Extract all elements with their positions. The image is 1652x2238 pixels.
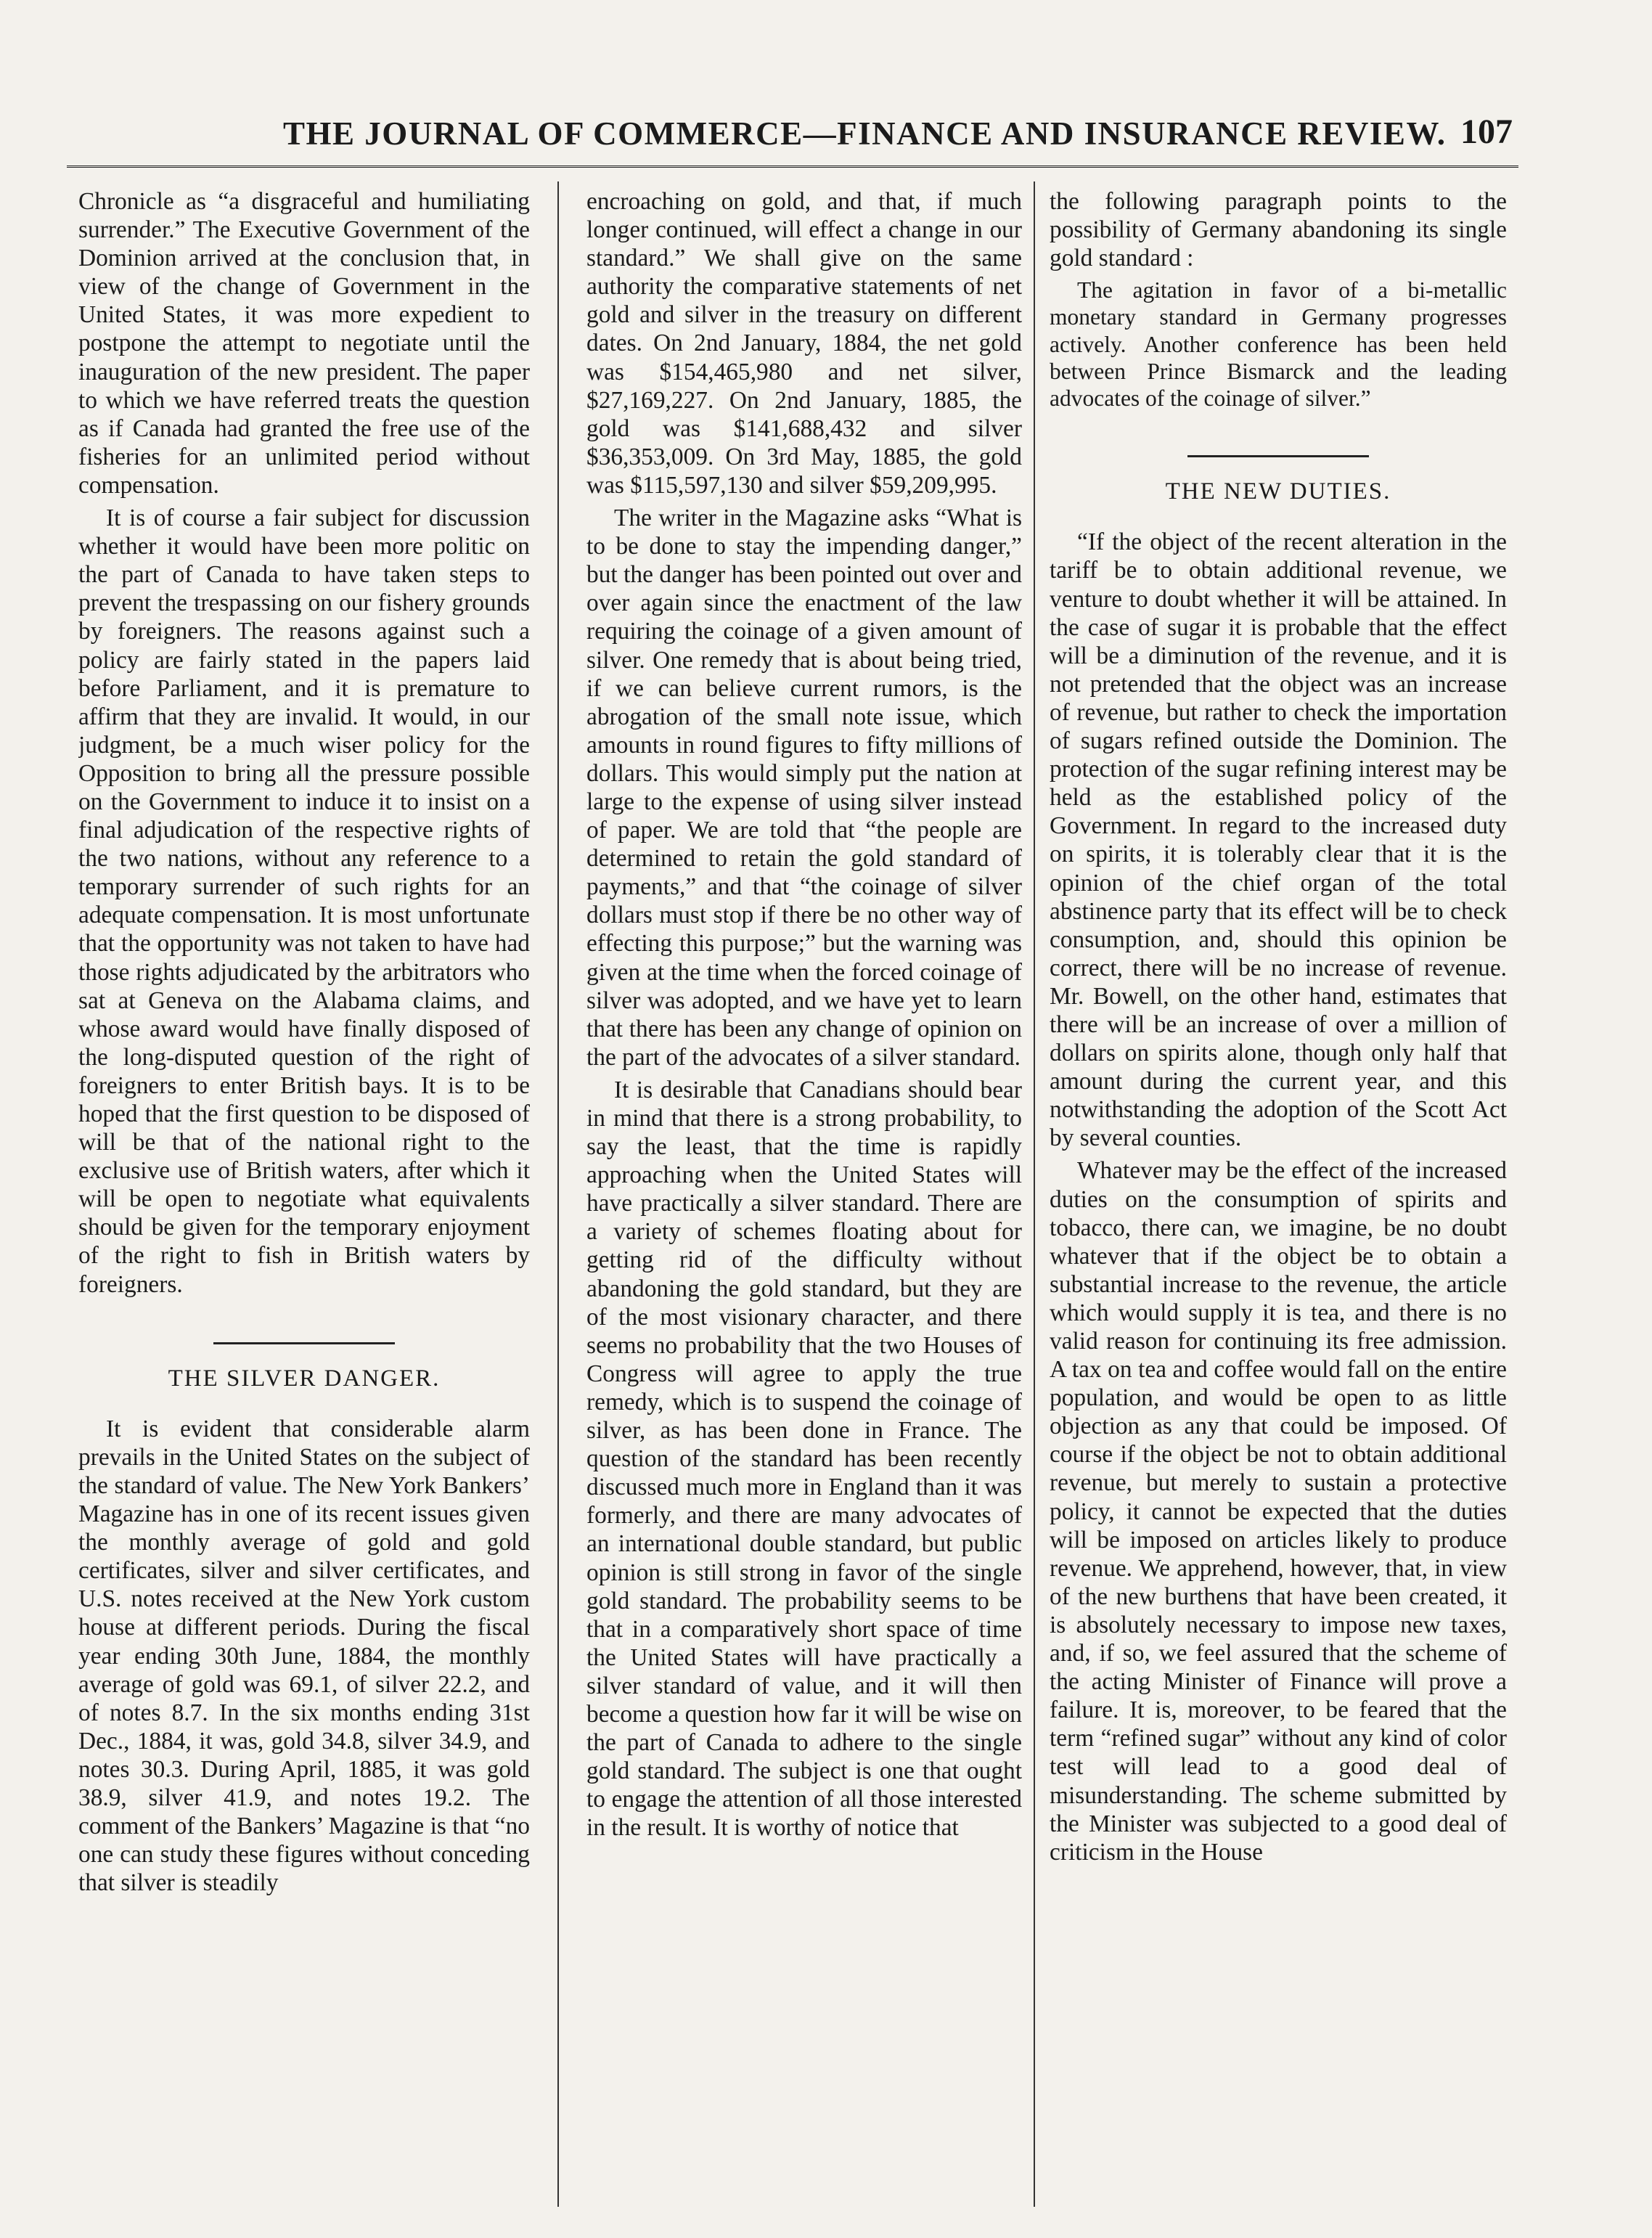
section-rule (1187, 455, 1369, 457)
paragraph: It is desirable that Canadians should bear in mind that there is a strong probability, to say the least, that the time is rapidly approaching when the United States will have practically a silver standard. There are a variety of schemes floating about for getting rid of the difficulty without abandoning the gold standard, but they are of the most visionary character, and there seems no probability that the two Houses of Congress will agree to apply the true remedy, which is to suspend the coinage of silver, as has been done in France. The question of the standard has been recently discussed much more in England than it was formerly, and there are many advocates of an international double standard, but public opinion is still strong in favor of the single gold standard. The probability seems to be that in a comparatively short space of time the United States will have practically a silver standard of value, and it will then become a question how far it will be wise on the part of Canada to adhere to the single gold standard. The subject is one that ought to engage the attention of all those interested in the result. It is worthy of notice that (586, 1076, 1022, 1842)
paragraph: “If the object of the recent alteration in the tariff be to obtain additional revenue, we venture to doubt whether it will be attained. In the case of sugar it is probable that the effect will be a diminution of the revenue, and it is not pretended that the object was an increase of revenue, but rather to check the importation of sugars refined outside the Dominion. The protection of the sugar refining interest may be held as the established policy of the Government. In regard to the increased duty on spirits, it is tolerably clear that it is the opinion of the chief organ of the total abstinence party that its effect will be to check consumption, and, should this opinion be correct, there will be no increase of revenue. Mr. Bowell, on the other hand, estimates that there will be an increase of over a million of dollars on spirits alone, though only half that amount during the current year, and this notwithstanding the adoption of the Scott Act by several counties. (1050, 528, 1507, 1152)
paragraph: The writer in the Magazine asks “What is to be done to stay the impending danger,” but the danger has been pointed out over and over again since the enactment of the law requiring the coinage of a given amount of silver. One remedy that is about being tried, if we can believe current rumors, is the abrogation of the small note issue, which amounts in round figures to fifty millions of dollars. This would simply put the nation at large to the expense of using silver instead of paper. We are told that “the people are determined to retain the gold standard of payments,” and that “the coinage of silver dollars must stop if there be no other way of effecting this purpose;” but the warning was given at the time when the forced coinage of silver was adopted, and we have yet to learn that there has been any change of opinion on the part of the advocates of a silver standard. (586, 505, 1022, 1071)
paragraph: encroaching on gold, and that, if much longer continued, will effect a change in our standard.” We shall give on the same authority the comparative statements of net gold and silver in the treasury on different dates. On 2nd January, 1884, the net gold was $154,465,980 and net silver, $27,169,227. On 2nd January, 1885, the gold was $141,688,432 and silver $36,353,009. On 3rd May, 1885, the gold was $115,597,130 and silver $59,209,995. (586, 188, 1022, 499)
text-column-2 (586, 187, 1022, 2220)
section-title-new-duties: THE NEW DUTIES. (1165, 478, 1391, 505)
running-title: THE JOURNAL OF COMMERCE—FINANCE AND INSURANCE REVIEW. (283, 115, 1447, 152)
paragraph: It is of course a fair subject for discussion whether it would have been more politic on the part of Canada to have taken steps to prevent the trespassing on our fishery grounds by foreigners. The reasons against such a policy are fairly stated in the papers laid before Parliament, and it is premature to affirm that they are invalid. It would, in our judgment, be a much wiser policy for the Opposition to bring all the pressure possible on the Government to induce it to insist on a final adjudication of the respective rights of the two nations, without any reference to a temporary surrender of such rights for an adequate compensation. It is most unfortunate that the opportunity was not taken to have had those rights adjudicated by the arbitrators who sat at Geneva on the Alabama claims, and whose award would have finally disposed of the long-disputed question of the right of foreigners to enter British bays. It is to be hoped that the first question to be disposed of will be that of the national right to the exclusive use of British waters, after which it will be open to negotiate what equivalents should be given for the temporary enjoyment of the right to fish in British waters by foreigners. (78, 505, 530, 1298)
column-divider (1034, 181, 1035, 2207)
paragraph: the following paragraph points to the possibility of Germany abandoning its single gold standard : (1050, 188, 1507, 272)
text-column-3 (1050, 187, 1507, 2220)
paragraph: Chronicle as “a disgraceful and humiliating surrender.” The Executive Government of the Dominion arrived at the conclusion that, in view of the change of Government in the United States, it was more expedient to postpone the attempt to negotiate until the inauguration of the new president. The paper to which we have referred treats the question as if Canada had granted the free use of the fisheries for an unlimited period without compensation. (78, 188, 530, 499)
page-number: 107 (1460, 113, 1513, 151)
page-header (0, 107, 1652, 166)
section-title-silver-danger: THE SILVER DANGER. (168, 1365, 441, 1392)
paragraph: Whatever may be the effect of the increased duties on the consumption of spirits and tobacco, there can, we imagine, be no doubt whatever that if the object be to obtain a substantial increase to the revenue, the article which would supply it is tea, and there is no valid reason for continuing its free admission. A tax on tea and coffee would fall on the entire population, and would be open to as little objection as any that could be imposed. Of course if the object be not to obtain additional revenue, but merely to sustain a protective policy, it cannot be expected that the duties will be imposed on articles likely to produce revenue. We apprehend, however, that, in view of the new burthens that have been created, it is absolutely necessary to impose new taxes, and, if so, we feel assured that the scheme of the acting Minister of Finance will prove a failure. It is, moreover, to be feared that the term “refined sugar” without any kind of color test will lead to a good deal of misunderstanding. The scheme submitted by the Minister was subjected to a good deal of criticism in the House (1050, 1157, 1507, 1866)
section-rule (213, 1342, 395, 1344)
quoted-paragraph: The agitation in favor of a bi-metallic monetary standard in Germany progresses actively. Another conference has been held between Prince Bismarck and the leading advocates of the coinage of silver.” (1050, 277, 1507, 412)
text-column-1 (78, 187, 530, 2220)
paragraph: It is evident that considerable alarm prevails in the United States on the subject of the standard of value. The New York Bankers’ Magazine has in one of its recent issues given the monthly average of gold and gold certificates, silver and silver certificates, and U.S. notes received at the New York custom house at different periods. During the fiscal year ending 30th June, 1884, the monthly average of gold was 69.1, of silver 22.2, and of notes 8.7. In the six months ending 31st Dec., 1884, it was, gold 34.8, silver 34.9, and notes 30.3. During April, 1885, it was gold 38.9, silver 41.9, and notes 19.2. The comment of the Bankers’ Magazine is that “no one can study these figures without conceding that silver is steadily (78, 1415, 530, 1897)
header-rule (67, 166, 1518, 170)
column-divider (557, 181, 559, 2207)
